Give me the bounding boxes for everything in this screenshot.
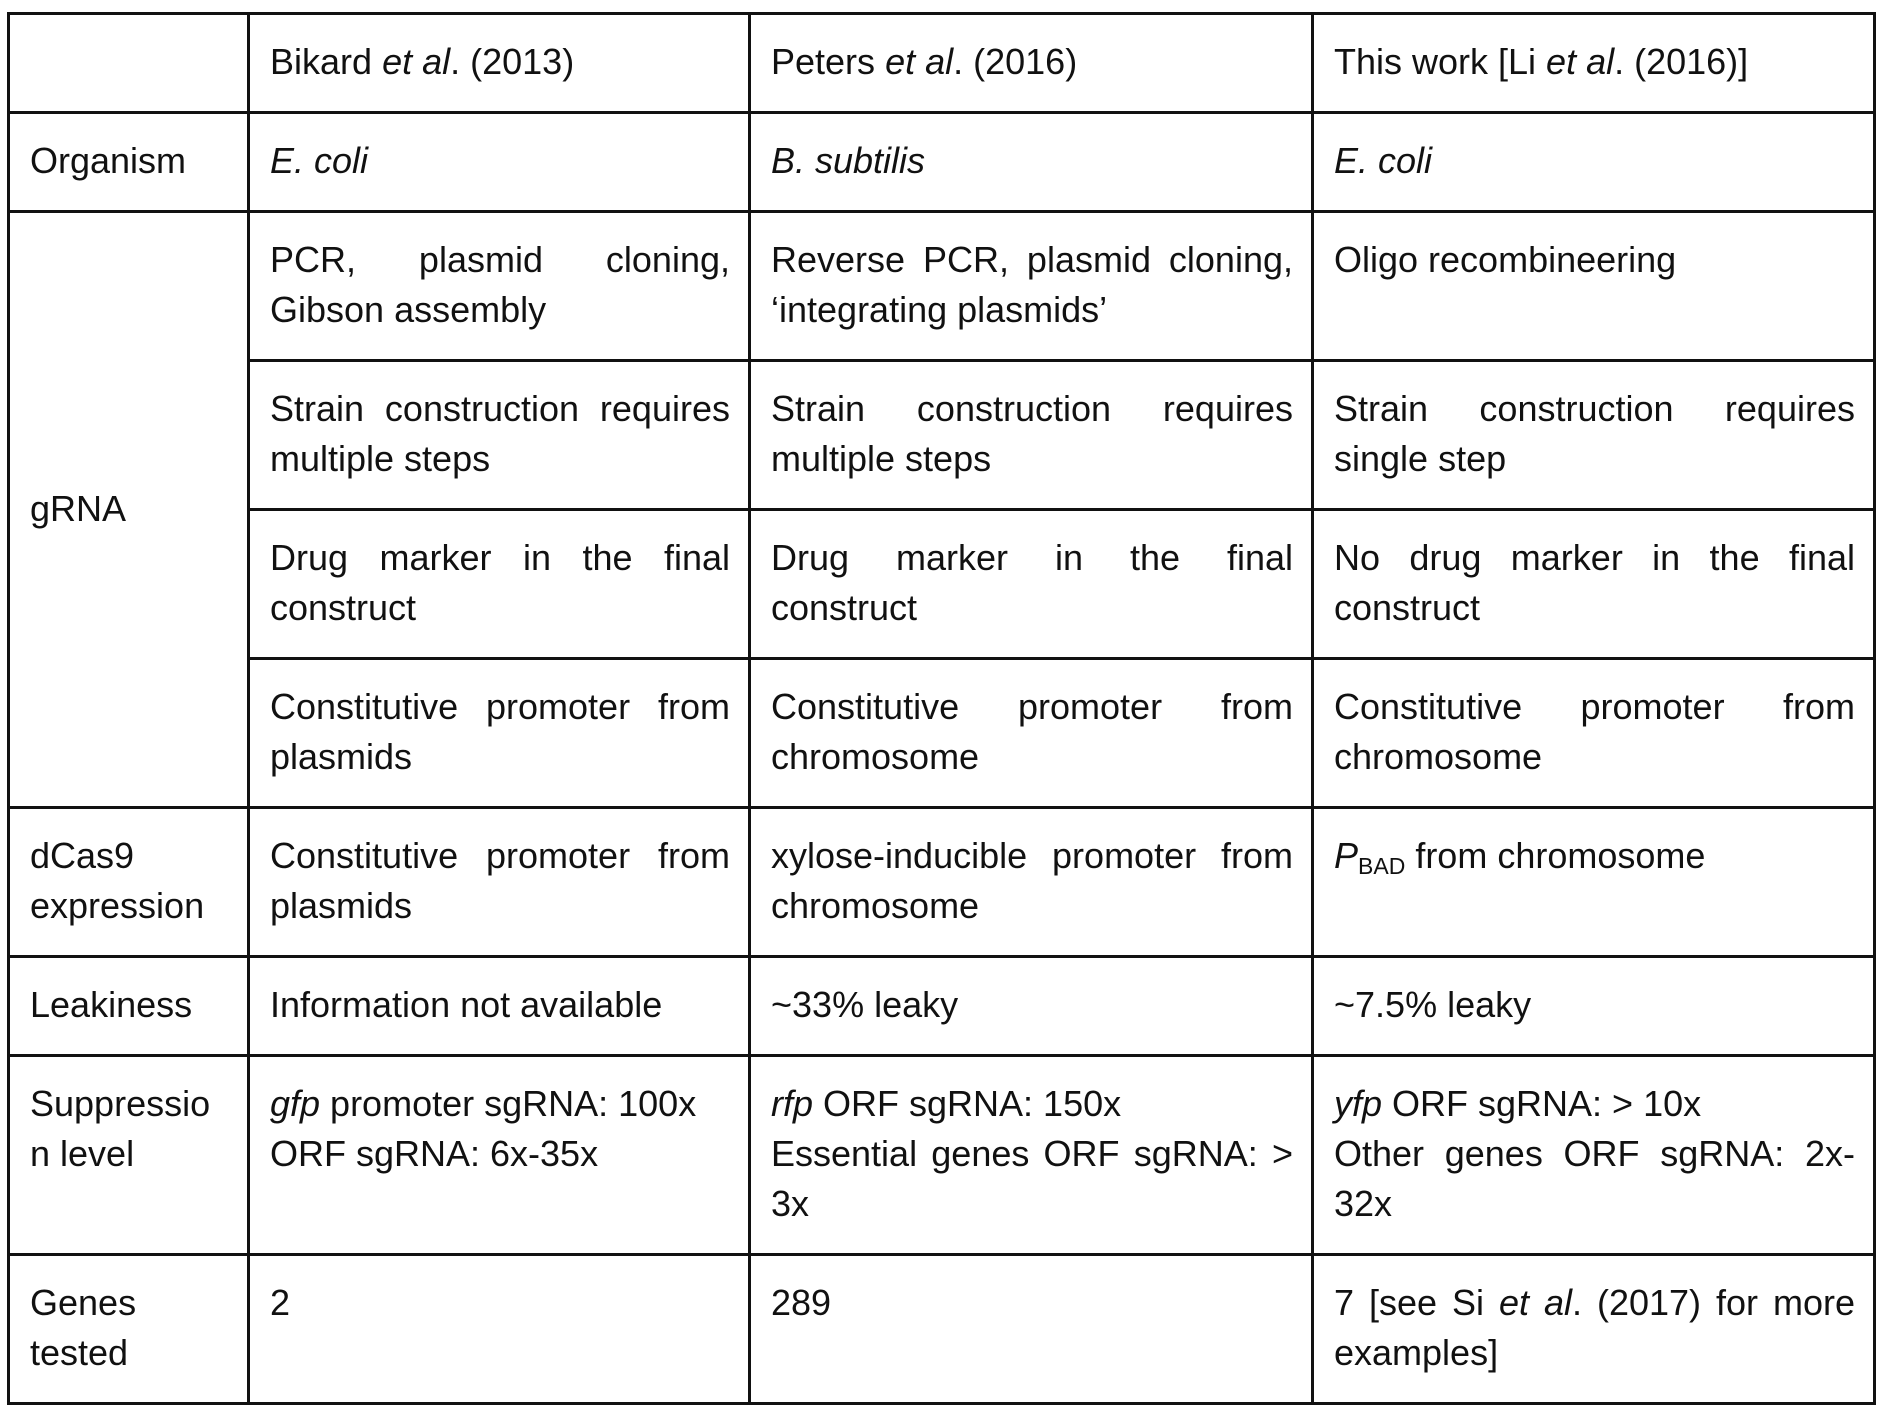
header-author: This work [Li [1334,41,1547,82]
suppression-line-1 [1334,1079,1855,1129]
row-label-organism: Organism [9,113,249,212]
gene-name: gfp [270,1083,321,1124]
grna-method-this-work: Oligo recombineering [1313,212,1875,361]
header-year: . (2016) [953,41,1078,82]
genes-peters: 289 [750,1255,1313,1404]
header-author: Bikard [270,41,373,82]
grna-method-peters: Reverse PCR, plasmid cloning, ‘integrating plasmids’ [750,212,1313,361]
table-row-grna-method [9,212,1875,361]
dcas9-bikard: Constitutive promoter from plasmids [249,808,750,957]
suppression-line-2: Essential genes ORF sgRNA: > 3x [771,1133,1293,1224]
row-label-grna: gRNA [9,212,249,808]
dcas9-peters: xylose-inducible promoter from chromosome [750,808,1313,957]
table-row-suppression [9,1056,1875,1255]
dcas9-this-work [1313,808,1875,957]
header-year: . (2013) [450,41,575,82]
leakiness-this-work: ~7.5% leaky [1313,957,1875,1056]
suppression-line-2: Other genes ORF sgRNA: 2x-32x [1334,1133,1855,1224]
suppression-value: promoter sgRNA: 100x [320,1083,697,1124]
table-row-grna-steps [9,361,1875,510]
grna-steps-this-work: Strain construction requires single step [1313,361,1875,510]
promoter-description: from chromosome [1405,835,1706,876]
grna-promoter-peters: Constitutive promoter from chromosome [750,659,1313,808]
gene-name: yfp [1334,1083,1383,1124]
genes-etal: et al [1498,1282,1572,1323]
suppression-bikard [249,1056,750,1255]
grna-method-bikard: PCR, plasmid cloning, Gibson assembly [249,212,750,361]
header-etal: et al [1546,41,1615,82]
promoter-subscript: BAD [1358,853,1406,879]
genes-count: 7 [see Si [1334,1282,1499,1323]
gene-name: rfp [771,1083,814,1124]
table-row-genes-tested [9,1255,1875,1404]
grna-marker-peters: Drug marker in the final construct [750,510,1313,659]
leakiness-peters: ~33% leaky [750,957,1313,1056]
row-label-suppression: Suppression level [9,1056,249,1255]
header-author: Peters [771,41,876,82]
suppression-line-2: ORF sgRNA: 6x-35x [270,1133,599,1174]
header-this-work [1313,14,1875,113]
organism-this-work [1313,113,1875,212]
grna-promoter-bikard: Constitutive promoter from plasmids [249,659,750,808]
suppression-this-work [1313,1056,1875,1255]
comparison-table [7,12,1876,1405]
row-label-genes-tested: Genes tested [9,1255,249,1404]
grna-promoter-this-work: Constitutive promoter from chromosome [1313,659,1875,808]
organism-peters [750,113,1313,212]
header-empty-cell [9,14,249,113]
table-row-grna-promoter [9,659,1875,808]
header-year: . (2016)] [1614,41,1749,82]
genes-this-work [1313,1255,1875,1404]
table-header-row [9,14,1875,113]
table-row-leakiness [9,957,1875,1056]
header-bikard [249,14,750,113]
table-row-dcas9 [9,808,1875,957]
header-etal: et al [382,41,451,82]
grna-marker-bikard: Drug marker in the final construct [249,510,750,659]
grna-steps-peters: Strain construction requires multiple steps [750,361,1313,510]
genes-reference: . (2017) for more examples] [1334,1282,1855,1373]
organism-name: E. coli [1334,140,1433,181]
header-etal: et al [885,41,954,82]
suppression-value: ORF sgRNA: > 10x [1382,1083,1702,1124]
suppression-line-1 [771,1079,1293,1129]
promoter-symbol: P [1334,835,1359,876]
grna-steps-bikard: Strain construction requires multiple steps [249,361,750,510]
suppression-line-1 [270,1079,730,1129]
row-label-dcas9: dCas9 expression [9,808,249,957]
organism-bikard [249,113,750,212]
table-row-grna-marker [9,510,1875,659]
organism-name: B. subtilis [771,140,926,181]
row-label-leakiness: Leakiness [9,957,249,1056]
suppression-peters [750,1056,1313,1255]
leakiness-bikard: Information not available [249,957,750,1056]
suppression-value: ORF sgRNA: 150x [813,1083,1122,1124]
header-peters [750,14,1313,113]
organism-name: E. coli [270,140,369,181]
table-row-organism [9,113,1875,212]
grna-marker-this-work: No drug marker in the final construct [1313,510,1875,659]
genes-bikard: 2 [249,1255,750,1404]
